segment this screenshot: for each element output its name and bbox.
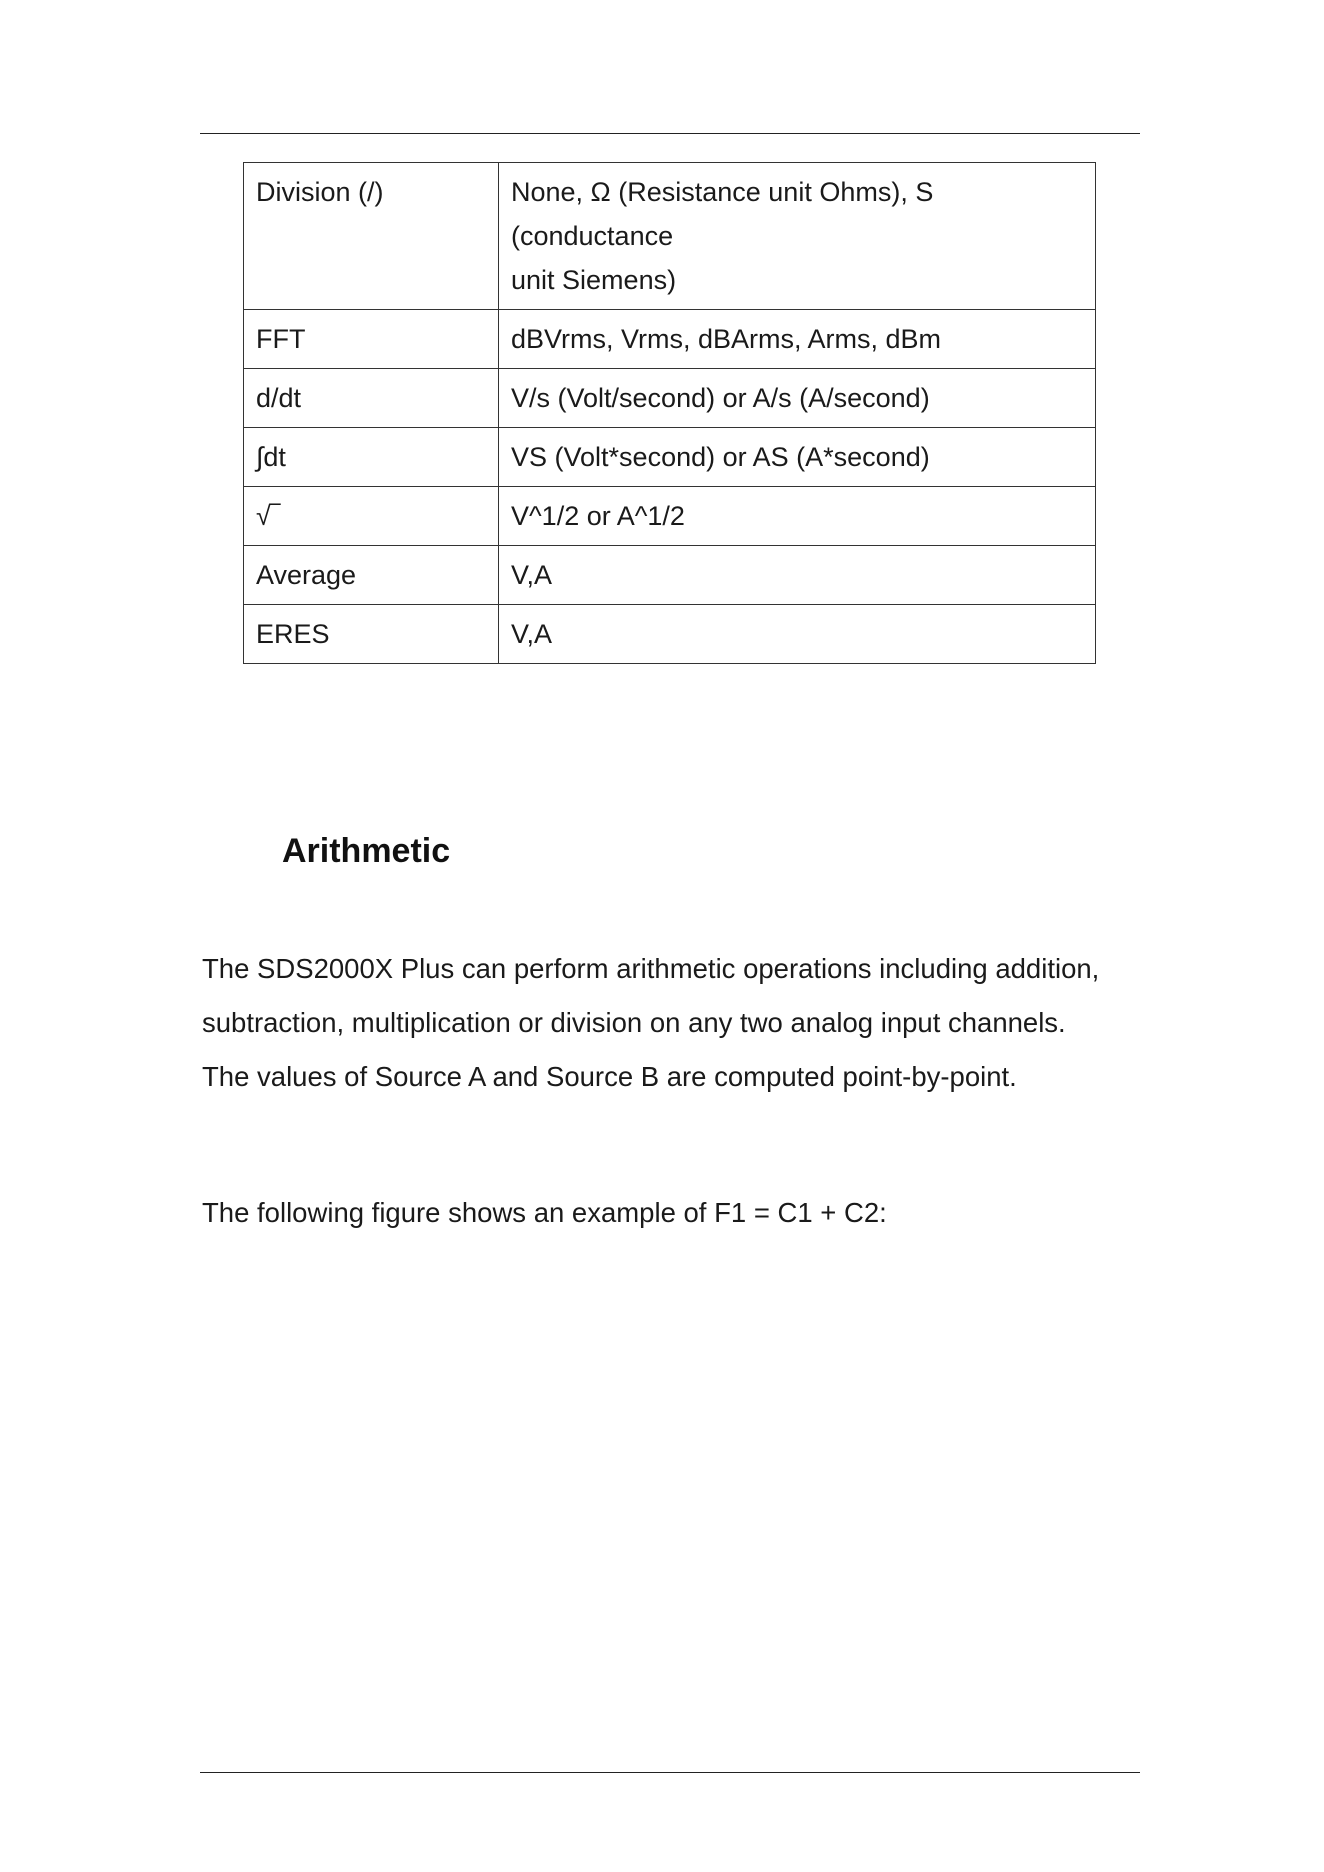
units-cell: V,A (499, 605, 1096, 664)
operator-cell: FFT (244, 310, 499, 369)
header-rule (200, 133, 1140, 134)
table-row (244, 310, 1096, 369)
math-units-table (243, 162, 1096, 664)
table-row (244, 163, 1096, 310)
units-line: unit Siemens) (511, 265, 677, 295)
units-cell: V/s (Volt/second) or A/s (A/second) (499, 369, 1096, 428)
units-cell: V^1/2 or A^1/2 (499, 487, 1096, 546)
operator-cell: ∫dt (244, 428, 499, 487)
table-row (244, 605, 1096, 664)
units-line: None, Ω (Resistance unit Ohms), S (conductance (511, 177, 934, 251)
section-title: Arithmetic (282, 832, 451, 870)
paragraph-line: The SDS2000X Plus can perform arithmetic operations including addition, (202, 953, 1100, 984)
operator-cell: ERES (244, 605, 499, 664)
units-cell (499, 163, 1096, 310)
units-cell: dBVrms, Vrms, dBArms, Arms, dBm (499, 310, 1096, 369)
operator-cell: Division (/) (244, 163, 499, 310)
arithmetic-paragraph (202, 942, 1142, 1104)
operator-cell: Average (244, 546, 499, 605)
table-row (244, 546, 1096, 605)
table-row (244, 428, 1096, 487)
table-row (244, 369, 1096, 428)
paragraph-line: subtraction, multiplication or division on any two analog input channels. (202, 1007, 1066, 1038)
table-row (244, 487, 1096, 546)
units-cell: V,A (499, 546, 1096, 605)
footer-rule (200, 1772, 1140, 1773)
figure-intro-paragraph: The following figure shows an example of F1 = C1 + C2: (202, 1197, 887, 1228)
paragraph-line: The values of Source A and Source B are computed point-by-point. (202, 1061, 1017, 1092)
operator-cell: d/dt (244, 369, 499, 428)
operator-cell: √‾ (244, 487, 499, 546)
units-cell: VS (Volt*second) or AS (A*second) (499, 428, 1096, 487)
